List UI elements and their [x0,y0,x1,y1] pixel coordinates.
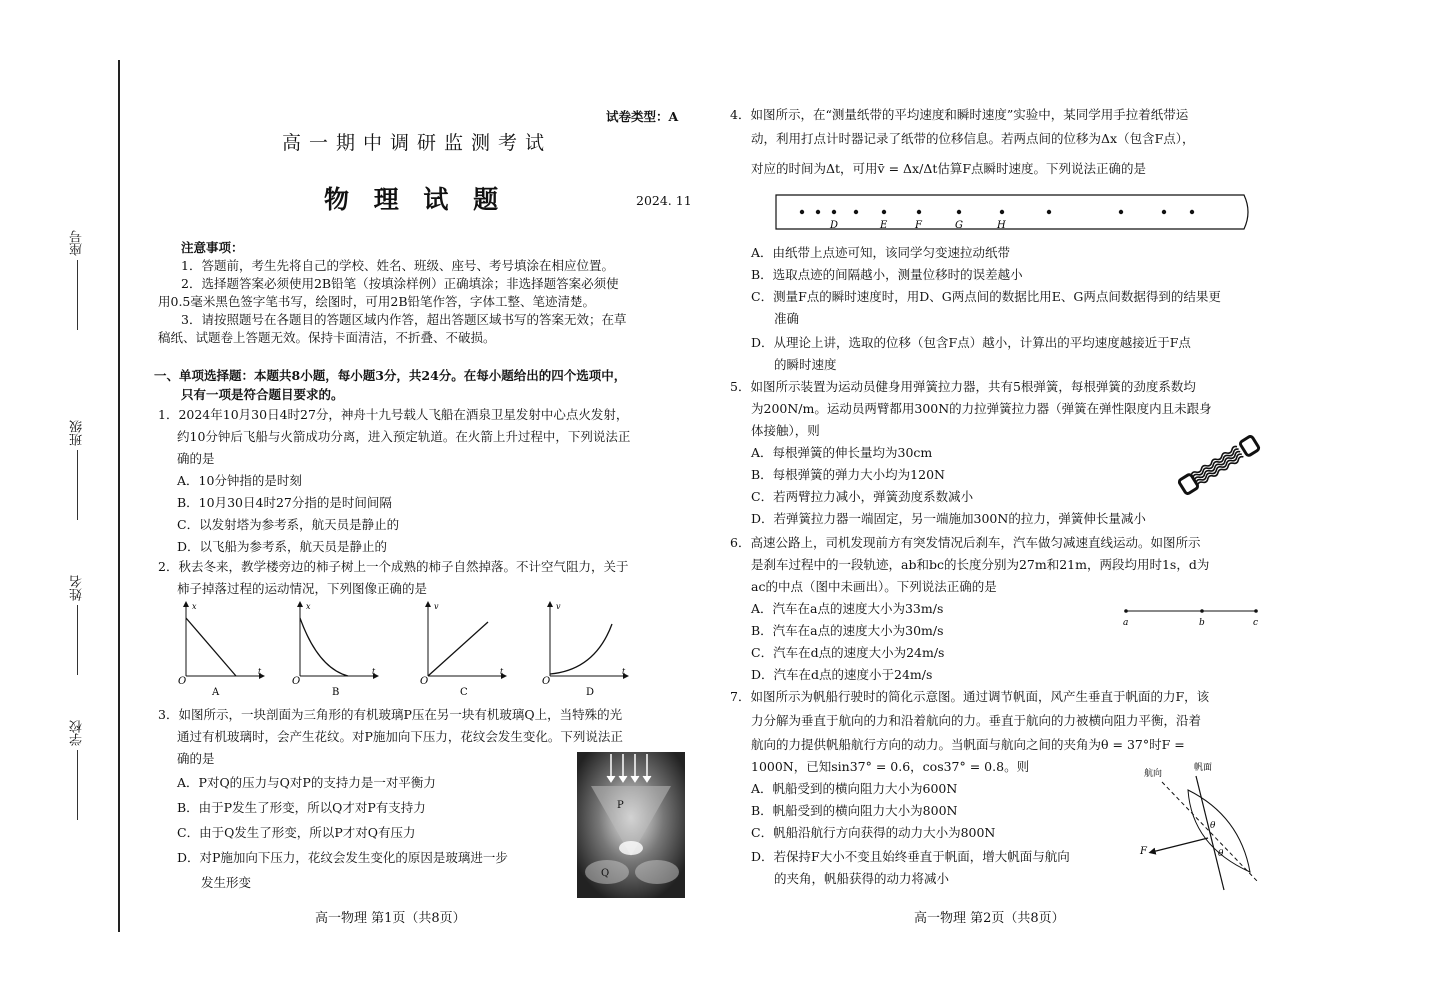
graph-c-xlabel: t [500,667,504,676]
graph-c [420,602,504,698]
graph-b-xlabel: t [372,667,376,676]
tape-label-d: D [830,220,839,231]
q6-stem: ac的中点（图中未画出）。下列说法正确的是 [751,579,997,594]
q7-option-a: A．帆船受到的横向阻力大小为600N [751,781,958,796]
notes-item: 1．答题前，考生先将自己的学校、姓名、班级、座号、考号填涂在相应位置。 [181,258,614,273]
paper-type: 试卷类型：A [606,109,679,124]
q7-fig-f: F [1140,846,1147,857]
q6-option-b: B．汽车在a点的速度大小为30m/s [751,623,944,638]
q7-fig-theta: θ [1210,821,1216,831]
q7-option-d: D．若保持F大小不变且始终垂直于帆面，增大帆面与航向 [751,849,1070,864]
exam-date: 2024. 11 [636,193,692,208]
q5-figure [1176,425,1262,505]
q5-option-b: B．每根弹簧的弹力大小均为120N [751,467,945,482]
exam-title: 高一期中调研监测考试 [282,132,553,154]
tape-label-g: G [955,220,963,231]
graph-d-label: D [586,687,595,698]
q3-fig-q: Q [601,868,610,879]
graph-b-ylabel: x [306,602,311,611]
graph-d [542,602,626,698]
q7-stem: 1000N，已知sin37° = 0.6，cos37° = 0.8。则 [751,759,1030,774]
q7-stem: 航向的力提供帆船航行方向的动力。当帆面与航向之间的夹角为θ = 37°时F = [751,737,1185,752]
q2-stem: 柿子掉落过程的运动情况，下列图像正确的是 [177,581,428,596]
notes-title: 注意事项： [181,240,244,255]
q4-option-a: A．由纸带上点迹可知，该同学匀变速拉动纸带 [751,245,1011,260]
q7-stem: 7．如图所示为帆船行驶时的简化示意图。通过调节帆面，风产生垂直于帆面的力F，该 [730,689,1210,704]
graph-a-xlabel: t [258,667,262,676]
side-name: 姓名 [68,575,87,679]
q6-option-a: A．汽车在a点的速度大小为33m/s [751,601,944,616]
page1-footer: 高一物理 第1页（共8页） [315,911,466,926]
graph-a-origin: O [178,676,187,687]
graph-a-label: A [212,687,220,698]
q6-stem: 6．高速公路上，司机发现前方有突发情况后刹车，汽车做匀减速直线运动。如图所示 [730,535,1201,550]
tape-label-f: F [915,220,922,231]
graph-b [292,602,376,698]
q6-option-c: C．汽车在d点的速度大小为24m/s [751,645,945,660]
q6-point-b: b [1199,618,1205,628]
binding-line [118,60,120,932]
q4-option-d-cont: 的瞬时速度 [774,357,837,372]
q7-option-c: C．帆船沿航行方向获得的动力大小为800N [751,825,996,840]
q7-fig-sail: 帆面 [1194,763,1213,773]
side-school: 学校 [68,720,87,824]
q7-figure [1132,756,1264,892]
q6-stem: 是刹车过程中的一段轨迹，ab和bc的长度分别为27m和21m，两段均用时1s，d为 [751,557,1210,572]
q4-stem: 对应的时间为Δt，可用v̄ = Δx/Δt估算F点瞬时速度。下列说法正确的是 [751,161,1147,176]
q1-stem: 约10分钟后飞船与火箭成功分离，进入预定轨道。在火箭上升过程中，下列说法正 [177,429,631,444]
q3-stem: 确的是 [177,751,215,766]
q3-stem: 3．如图所示，一块剖面为三角形的有机玻璃P压在另一块有机玻璃Q上，当特殊的光 [158,707,623,722]
q6-option-d: D．汽车在d点的速度小于24m/s [751,667,933,682]
q5-option-a: A．每根弹簧的伸长量均为30cm [751,445,933,460]
q4-tape [774,193,1254,231]
graph-b-origin: O [292,676,301,687]
page2-footer: 高一物理 第2页（共8页） [914,911,1065,926]
q1-option-b: B．10月30日4时27分指的是时间间隔 [177,495,392,510]
side-seat: 座号 [68,230,87,334]
q7-fig-theta-2: θ [1218,849,1224,859]
q7-option-d-cont: 的夹角，帆船获得的动力将减小 [774,871,950,886]
q7-stem: 力分解为垂直于航向的力和沿着航向的力。垂直于航向的力被横向阻力平衡，沿着 [751,713,1202,728]
q2-stem: 2．秋去冬来，教学楼旁边的柿子树上一个成熟的柿子自然掉落。不计空气阻力，关于 [158,559,629,574]
tape-label-h: H [997,220,1006,231]
subject-title: 物 理 试 题 [324,185,507,214]
notes-item: 3．请按照题号在各题目的答题区域内作答，超出答题区域书写的答案无效；在草 [181,312,627,327]
graph-c-label: C [460,687,468,698]
graph-a [178,602,262,698]
q4-option-c: C．测量F点的瞬时速度时，用D、G两点间的数据比用E、G两点间数据得到的结果更 [751,289,1221,304]
q3-figure [577,752,685,898]
q2-graphs [170,596,650,701]
q3-option-c: C．由于Q发生了形变，所以P才对Q有压力 [177,825,416,840]
section-heading: 只有一项是符合题目要求的。 [181,387,344,402]
graph-c-origin: O [420,676,429,687]
q3-option-d-cont: 发生形变 [201,875,252,890]
q3-fig-p: P [617,800,624,811]
q3-option-d: D．对P施加向下压力，花纹会发生变化的原因是玻璃进一步 [177,850,508,865]
q5-option-d: D．若弹簧拉力器一端固定，另一端施加300N的拉力，弹簧伸长量减小 [751,511,1146,526]
graph-b-label: B [332,687,340,698]
q1-option-a: A．10分钟指的是时刻 [177,473,302,488]
graph-a-ylabel: x [192,602,197,611]
q3-option-a: A．P对Q的压力与Q对P的支持力是一对平衡力 [177,775,436,790]
q5-stem: 为200N/m。运动员两臂都用300N的力拉弹簧拉力器（弹簧在弹性限度内且未跟身 [751,401,1212,416]
section-heading: 一、单项选择题：本题共8小题，每小题3分，共24分。在每小题给出的四个选项中， [154,368,627,383]
side-class: 班级 [68,420,87,524]
q5-option-c: C．若两臂拉力减小，弹簧劲度系数减小 [751,489,974,504]
q3-option-b: B．由于P发生了形变，所以Q才对P有支持力 [177,800,426,815]
q1-stem: 确的是 [177,451,215,466]
q4-option-c-cont: 准确 [774,311,800,326]
q4-stem: 动，利用打点计时器记录了纸带的位移信息。若两点间的位移为Δx（包含F点）， [751,131,1195,146]
q7-fig-course: 航向 [1144,769,1163,779]
q1-option-c: C．以发射塔为参考系，航天员是静止的 [177,517,400,532]
graph-d-ylabel: v [556,602,561,611]
graph-c-ylabel: v [434,602,439,611]
q6-point-c: c [1253,618,1259,628]
q5-stem: 体接触），则 [751,423,820,438]
notes-item: 用0.5毫米黑色签字笔书写，绘图时，可用2B铅笔作答，字体工整、笔迹清楚。 [158,294,596,309]
q1-stem: 1．2024年10月30日4时27分，神舟十九号载人飞船在酒泉卫星发射中心点火发射， [158,407,629,422]
graph-d-xlabel: t [622,667,626,676]
q7-option-b: B．帆船受到的横向阻力大小为800N [751,803,958,818]
notes-item: 稿纸、试题卷上答题无效。保持卡面清洁，不折叠、不破损。 [158,330,496,345]
tape-label-e: E [880,220,888,231]
graph-d-origin: O [542,676,551,687]
q5-stem: 5．如图所示装置为运动员健身用弹簧拉力器，共有5根弹簧，每根弹簧的劲度系数均 [730,379,1196,394]
q6-figure [1120,603,1262,629]
q6-point-a: a [1123,618,1129,628]
q4-option-b: B．选取点迹的间隔越小，测量位移时的误差越小 [751,267,1023,282]
q4-option-d: D．从理论上讲，选取的位移（包含F点）越小，计算出的平均速度越接近于F点 [751,335,1191,350]
q3-stem: 通过有机玻璃时，会产生花纹。对P施加向下压力，花纹会发生变化。下列说法正 [177,729,623,744]
q4-stem: 4．如图所示，在“测量纸带的平均速度和瞬时速度”实验中，某同学用手拉着纸带运 [730,107,1189,122]
notes-item: 2．选择题答案必须使用2B铅笔（按填涂样例）正确填涂；非选择题答案必须使 [181,276,619,291]
q1-option-d: D．以飞船为参考系，航天员是静止的 [177,539,388,554]
